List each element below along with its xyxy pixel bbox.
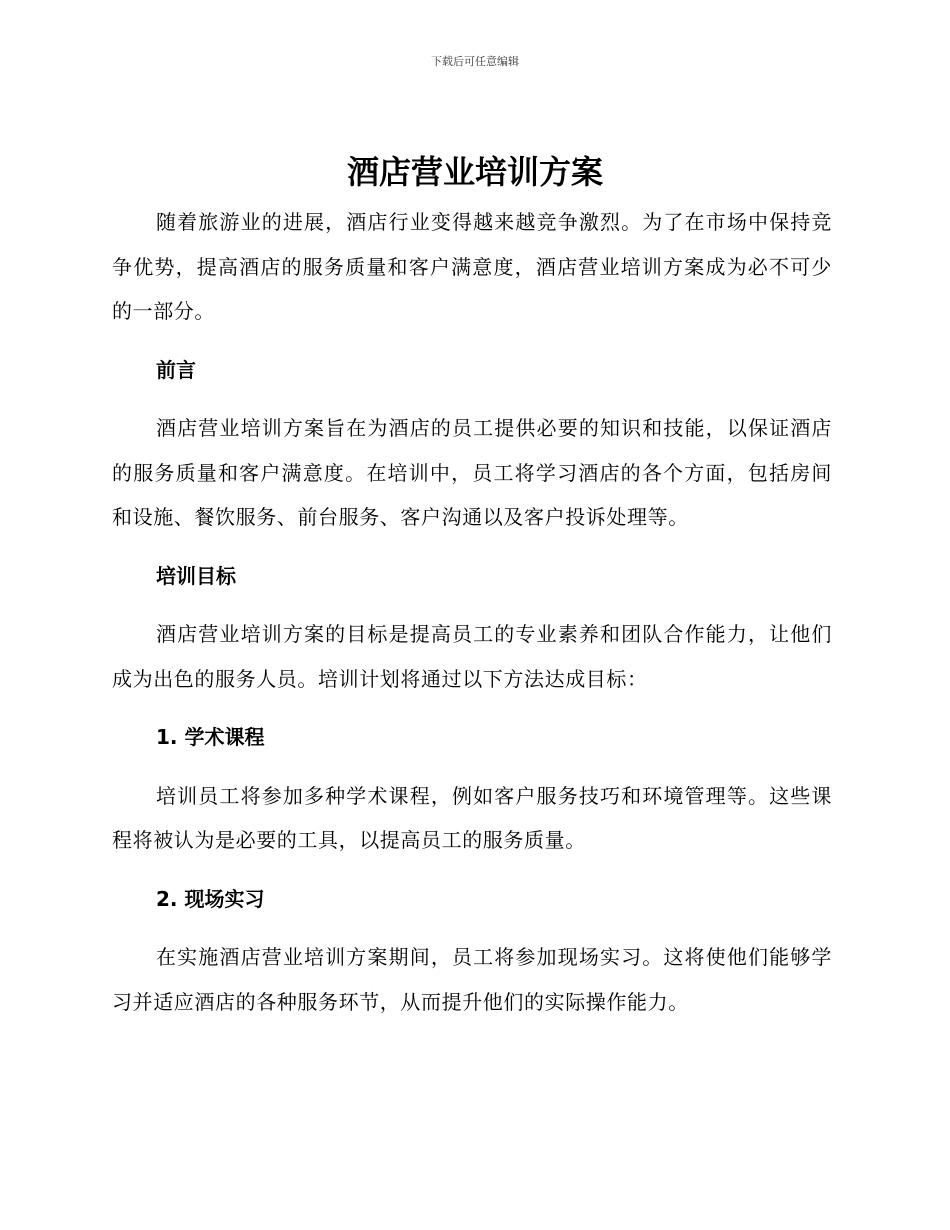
section-body-goals: 酒店营业培训方案的目标是提高员工的专业素养和团队合作能力，让他们成为出色的服务人员。培训计划将通过以下方法达成目标：	[112, 622, 832, 691]
header-note: 下载后可任意编辑	[431, 55, 519, 68]
section-heading-internship: 2. 现场实习	[156, 886, 265, 911]
document-body	[112, 200, 832, 1024]
section-body-courses: 培训员工将参加多种学术课程，例如客户服务技巧和环境管理等。这些课程将被认为是必要的工具，以提高员工的服务质量。	[112, 783, 832, 852]
section-body-internship: 在实施酒店营业培训方案期间，员工将参加现场实习。这将使他们能够学习并适应酒店的各种服务环节，从而提升他们的实际操作能力。	[112, 945, 832, 1014]
section-heading-courses: 1. 学术课程	[156, 725, 265, 749]
section-heading-preface: 前言	[156, 357, 196, 382]
document-title: 酒店营业培训方案	[346, 153, 603, 191]
intro-paragraph: 随着旅游业的进展，酒店行业变得越来越竞争激烈。为了在市场中保持竞争优势，提高酒店的服务质量和客户满意度，酒店营业培训方案成为必不可少的一部分。	[112, 210, 832, 323]
section-body-preface: 酒店营业培训方案旨在为酒店的员工提供必要的知识和技能，以保证酒店的服务质量和客户满意度。在培训中，员工将学习酒店的各个方面，包括房间和设施、餐饮服务、前台服务、客户沟通以及客户投诉处理等。	[112, 416, 832, 529]
section-heading-goals: 培训目标	[156, 563, 236, 588]
